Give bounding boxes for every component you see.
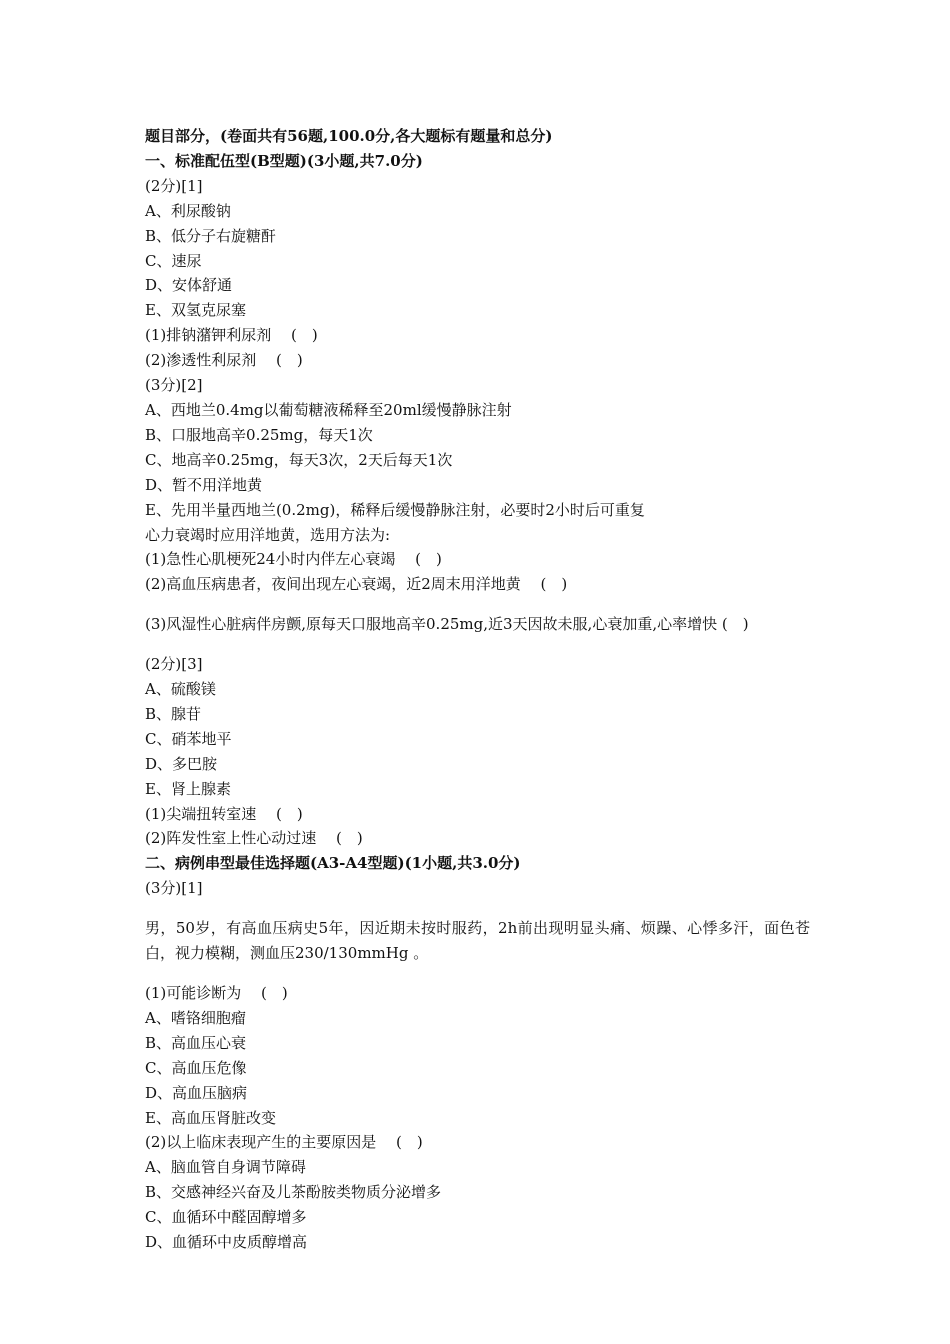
q1-option-b: B、低分子右旋糖酐 bbox=[145, 226, 277, 245]
q4-sub2: (2)以上临床表现产生的主要原因是 ( ) bbox=[145, 1133, 423, 1152]
q2-score: (3分)[2] bbox=[145, 376, 203, 395]
q1-sub2: (2)渗透性利尿剂 ( ) bbox=[145, 351, 303, 370]
q4-sub2-option-a: A、脑血管自身调节障碍 bbox=[145, 1158, 306, 1177]
q3-option-a: A、硫酸镁 bbox=[145, 680, 216, 699]
q3-option-c: C、硝苯地平 bbox=[145, 729, 232, 748]
q4-sub1-option-e: E、高血压肾脏改变 bbox=[145, 1108, 276, 1127]
q4-sub2-option-b: B、交感神经兴奋及儿茶酚胺类物质分泌增多 bbox=[145, 1183, 442, 1202]
q2-option-e: E、先用半量西地兰(0.2mg)，稀释后缓慢静脉注射，必要时2小时后可重复 bbox=[145, 500, 645, 519]
q1-option-d: D、安体舒通 bbox=[145, 276, 233, 295]
q4-case: 男，50岁，有高血压病史5年，因近期未按时服药，2h前出现明显头痛、烦躁、心悸多汗，面色苍白，视力模糊，测血压230/130mmHg 。 bbox=[145, 919, 810, 963]
q2-stem: 心力衰竭时应用洋地黄，选用方法为: bbox=[145, 525, 391, 544]
q1-option-e: E、双氢克尿塞 bbox=[145, 301, 246, 320]
q4-sub1-option-d: D、高血压脑病 bbox=[145, 1083, 248, 1102]
q4-sub1-option-c: C、高血压危像 bbox=[145, 1058, 247, 1077]
q1-sub1: (1)排钠潴钾利尿剂 ( ) bbox=[145, 326, 318, 345]
q1-score: (2分)[1] bbox=[145, 176, 203, 195]
q2-option-a: A、西地兰0.4mg以葡萄糖液稀释至20ml缓慢静脉注射 bbox=[145, 400, 512, 419]
document-header: 题目部分，(卷面共有56题,100.0分,各大题标有题量和总分) bbox=[145, 127, 553, 145]
q2-sub1: (1)急性心肌梗死24小时内伴左心衰竭 ( ) bbox=[145, 550, 442, 569]
q3-sub1: (1)尖端扭转室速 ( ) bbox=[145, 804, 303, 823]
q3-sub2: (2)阵发性室上性心动过速 ( ) bbox=[145, 829, 363, 848]
q3-option-b: B、腺苷 bbox=[145, 704, 202, 723]
q2-option-c: C、地高辛0.25mg，每天3次，2天后每天1次 bbox=[145, 450, 453, 469]
q4-sub1-option-b: B、高血压心衰 bbox=[145, 1033, 247, 1052]
q4-sub2-option-c: C、血循环中醛固醇增多 bbox=[145, 1208, 307, 1227]
q2-option-d: D、暂不用洋地黄 bbox=[145, 475, 263, 494]
q4-sub2-option-d: D、血循环中皮质醇增高 bbox=[145, 1233, 308, 1252]
q3-option-d: D、多巴胺 bbox=[145, 754, 218, 773]
q4-sub1: (1)可能诊断为 ( ) bbox=[145, 984, 288, 1002]
q4-sub1-option-a: A、嗜铬细胞瘤 bbox=[145, 1008, 246, 1027]
document-body bbox=[145, 124, 810, 1255]
section2-title: 二、病例串型最佳选择题(A3-A4型题)(1小题,共3.0分) bbox=[145, 854, 521, 873]
q1-option-a: A、利尿酸钠 bbox=[145, 201, 231, 220]
q2-sub2: (2)高血压病患者，夜间出现左心衰竭，近2周末用洋地黄 ( ) bbox=[145, 575, 568, 594]
q3-option-e: E、肾上腺素 bbox=[145, 779, 231, 798]
q2-option-b: B、口服地高辛0.25mg，每天1次 bbox=[145, 425, 373, 444]
section1-title: 一、标准配伍型(B型题)(3小题,共7.0分) bbox=[145, 151, 423, 170]
q4-score: (3分)[1] bbox=[145, 879, 203, 898]
q1-option-c: C、速尿 bbox=[145, 251, 202, 270]
q2-sub3: (3)风湿性心脏病伴房颤,原每天口服地高辛0.25mg,近3天因故未服,心衰加重,心率增快 ( ) bbox=[145, 615, 749, 634]
q3-score: (2分)[3] bbox=[145, 655, 203, 674]
